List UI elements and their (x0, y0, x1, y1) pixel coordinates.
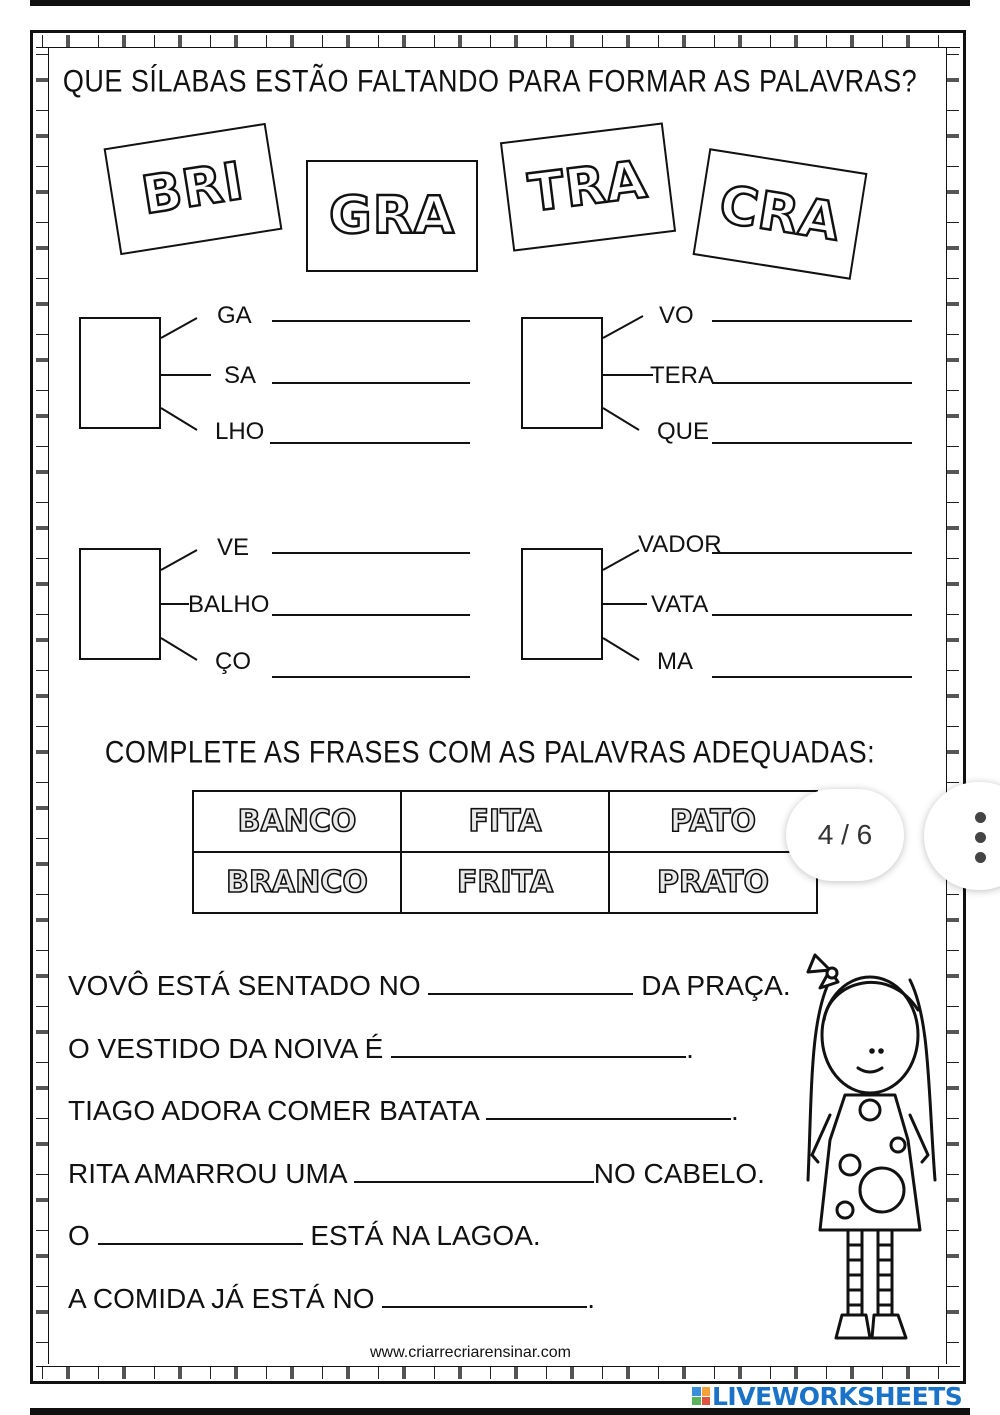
sentence-start: TIAGO ADORA COMER BATATA (68, 1095, 479, 1126)
syllable-text: GRA (329, 186, 455, 246)
sentence-start: A COMIDA JÁ ESTÁ NO (68, 1283, 375, 1314)
sentence-start: VOVÔ ESTÁ SENTADO NO (68, 970, 421, 1001)
sentence (68, 1220, 541, 1252)
answer-line[interactable] (712, 320, 912, 322)
sentence-end: NO CABELO. (593, 1158, 765, 1189)
decorative-border-left (36, 48, 49, 1364)
syllable-ending: QUE (657, 418, 710, 445)
sentence (68, 970, 791, 1002)
answer-line[interactable] (272, 552, 470, 554)
word-cell: BRANCO (193, 852, 401, 913)
answer-blank[interactable] (428, 971, 633, 995)
word-bank-table (192, 790, 818, 914)
answer-blank[interactable] (391, 1034, 686, 1058)
sentence-start: RITA AMARROU UMA (68, 1158, 346, 1189)
syllable-ending: VATA (651, 591, 709, 618)
sentence (68, 1158, 765, 1190)
answer-line[interactable] (272, 676, 470, 678)
syllable-ending: VADOR (638, 531, 722, 558)
word-cell: FITA (401, 791, 609, 852)
answer-line[interactable] (272, 614, 470, 616)
sentence (68, 1033, 694, 1065)
logo-text: LIVEWORKSHEETS (712, 1381, 963, 1411)
word-cell: BANCO (193, 791, 401, 852)
answer-box[interactable] (521, 317, 603, 429)
syllable-ending: SA (224, 362, 257, 389)
syllable-ending: BALHO (188, 591, 270, 618)
answer-blank[interactable] (382, 1284, 587, 1308)
connector-lines (161, 308, 221, 438)
answer-line[interactable] (272, 320, 470, 322)
page-indicator: 4 / 6 (786, 789, 904, 881)
answer-line[interactable] (712, 676, 912, 678)
answer-blank[interactable] (354, 1159, 594, 1183)
section-title: COMPLETE AS FRASES COM AS PALAVRAS ADEQUADAS: (104, 734, 876, 770)
sentence-end: . (686, 1033, 694, 1064)
syllable-ending: LHO (215, 418, 265, 445)
top-page-edge (30, 0, 970, 6)
table-row (193, 791, 817, 852)
decorative-border-bottom (36, 1366, 960, 1379)
answer-line[interactable] (712, 614, 912, 616)
answer-line[interactable] (712, 382, 912, 384)
syllable-card (500, 122, 676, 251)
syllable-ending: TERA (650, 362, 715, 389)
answer-blank[interactable] (486, 1096, 731, 1120)
sentence-end: . (587, 1283, 596, 1314)
sentence-end: DA PRAÇA. (641, 970, 791, 1001)
worksheet-title: QUE SÍLABAS ESTÃO FALTANDO PARA FORMAR AS PALAVRAS? (62, 63, 918, 99)
word-cell: PRATO (609, 852, 817, 913)
girl-illustration (790, 940, 950, 1360)
syllable-text: TRA (525, 149, 651, 225)
sentence (68, 1283, 595, 1315)
sentence-end: . (731, 1095, 739, 1126)
sentence-end: ESTÁ NA LAGOA. (310, 1220, 541, 1251)
answer-line[interactable] (712, 442, 912, 444)
answer-box[interactable] (521, 548, 603, 660)
word-cell: PATO (609, 791, 817, 852)
syllable-ending: GA (217, 302, 252, 329)
liveworksheets-logo (692, 1381, 962, 1411)
syllable-text: CRA (715, 174, 845, 254)
syllable-ending: MA (657, 648, 693, 675)
decorative-border-top (36, 35, 960, 48)
more-vertical-icon[interactable] (975, 812, 989, 863)
logo-mark-icon (692, 1387, 710, 1405)
answer-line[interactable] (712, 552, 912, 554)
answer-box[interactable] (79, 548, 161, 660)
answer-line[interactable] (272, 382, 470, 384)
website-footer: www.criarrecriarensinar.com (370, 1344, 571, 1361)
syllable-text: BRI (137, 151, 249, 227)
answer-box[interactable] (79, 317, 161, 429)
syllable-ending: VE (217, 534, 250, 561)
syllable-ending: VO (659, 302, 694, 329)
table-row (193, 852, 817, 913)
word-cell: FRITA (401, 852, 609, 913)
syllable-ending: ÇO (215, 648, 251, 675)
sentence-start: O (68, 1220, 90, 1251)
sentence-start: O VESTIDO DA NOIVA É (68, 1033, 384, 1064)
answer-blank[interactable] (98, 1221, 303, 1245)
sentence (68, 1095, 739, 1127)
answer-line[interactable] (270, 442, 470, 444)
syllable-card (306, 160, 478, 272)
